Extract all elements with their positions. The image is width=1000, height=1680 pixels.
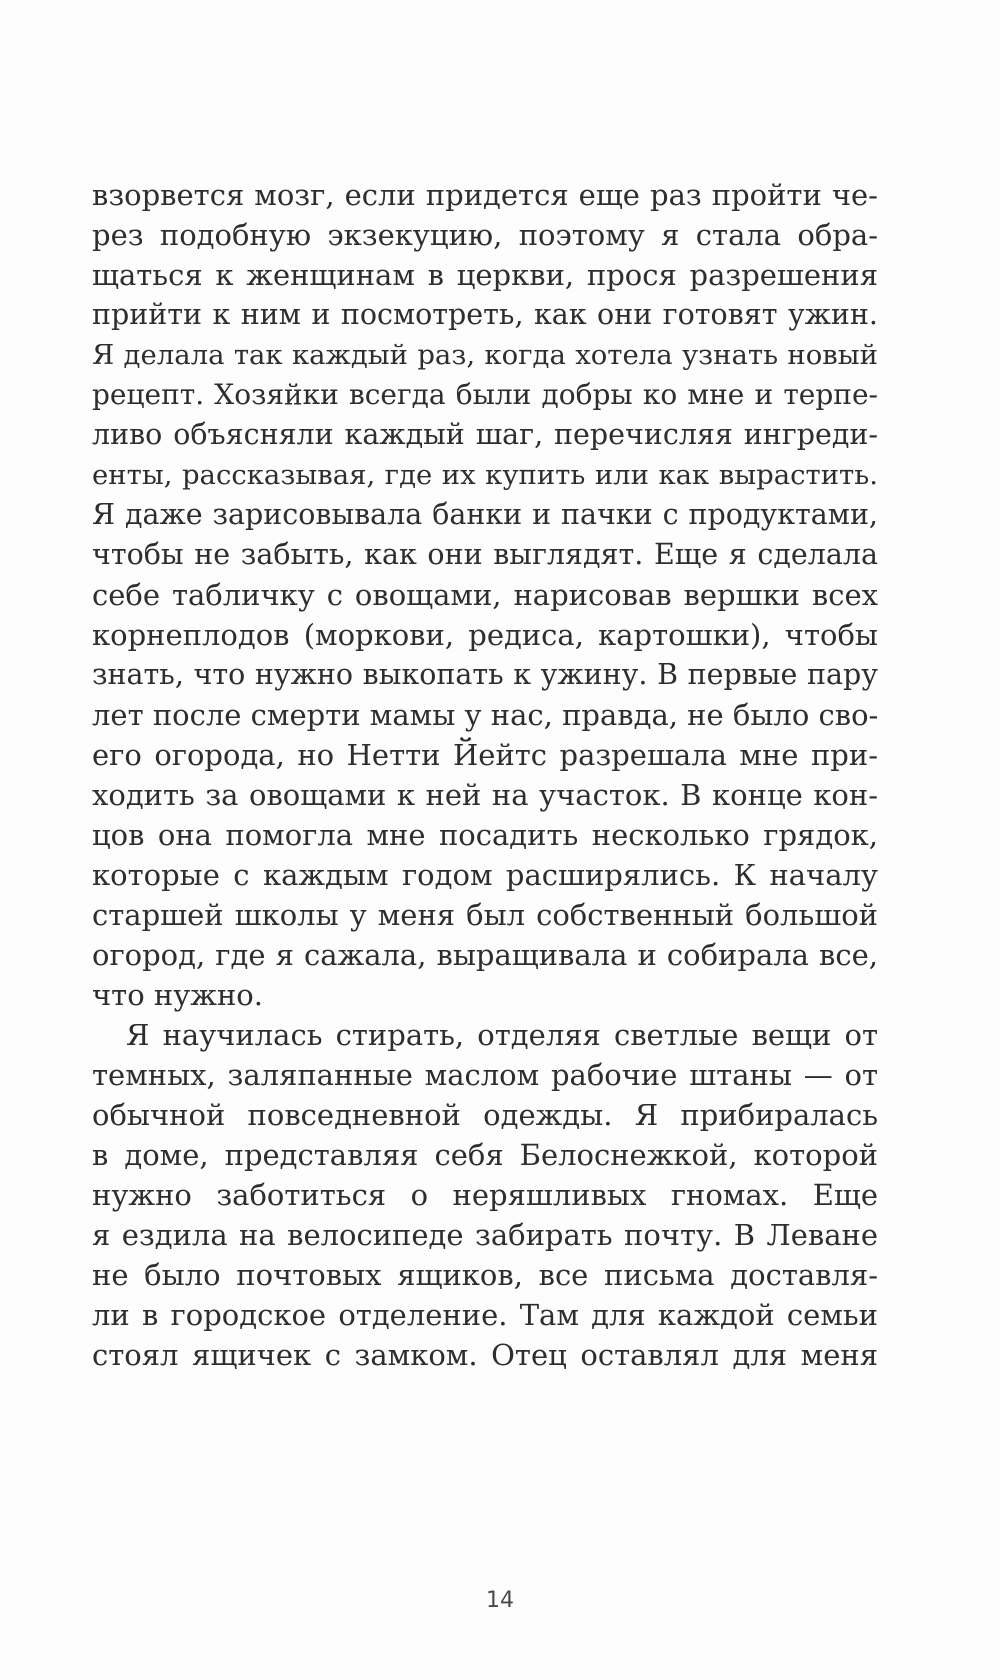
text-line: лет после смерти мамы у нас, правда, не было сво- xyxy=(92,698,879,732)
body-text xyxy=(92,175,878,1375)
text-line: Я научилась стирать, отделяя светлые вещи от xyxy=(126,1018,878,1052)
text-line: знать, что нужно выкопать к ужину. В первые пару xyxy=(92,658,878,691)
text-line: чтобы не забыть, как они выглядят. Еще я сделала xyxy=(92,538,878,571)
text-line: в доме, представляя себя Белоснежкой, которой xyxy=(92,1138,878,1172)
text-line: старшей школы у меня был собственный большой xyxy=(92,898,878,932)
text-line: темных, заляпанные маслом рабочие штаны — от xyxy=(92,1058,878,1092)
text-line: прийти к ним и посмотреть, как они готовят ужин. xyxy=(92,298,878,331)
page-number: 14 xyxy=(486,1588,514,1613)
text-line: себе табличку с овощами, нарисовав вершки всех xyxy=(92,578,878,612)
text-line: я ездила на велосипеде забирать почту. В Леване xyxy=(92,1218,878,1252)
text-line: нужно заботиться о неряшливых гномах. Еще xyxy=(92,1178,878,1212)
text-line: ливо объясняли каждый шаг, перечисляя ингреди- xyxy=(92,418,878,451)
text-line: рецепт. Хозяйки всегда были добры ко мне и терпе- xyxy=(92,378,878,411)
text-line: ходить за овощами к ней на участок. В конце кон- xyxy=(92,778,878,812)
text-line: Я даже зарисовывала банки и пачки с продуктами, xyxy=(92,498,878,531)
text-line: которые с каждым годом расширялись. К началу xyxy=(92,858,878,892)
text-line: взорвется мозг, если придется еще раз пройти че- xyxy=(92,178,878,212)
text-line: обычной повседневной одежды. Я прибиралась xyxy=(92,1098,878,1132)
text-line: енты, рассказывая, где их купить или как вырастить. xyxy=(92,459,878,491)
text-line: щаться к женщинам в церкви, прося разрешения xyxy=(92,258,878,292)
text-line: что нужно. xyxy=(92,978,263,1012)
text-line: цов она помогла мне посадить несколько грядок, xyxy=(92,818,878,852)
text-line: огород, где я сажала, выращивала и собирала все, xyxy=(92,938,878,972)
text-line: Я делала так каждый раз, когда хотела узнать новый xyxy=(92,339,878,371)
text-line: его огорода, но Нетти Йейтс разрешала мне при- xyxy=(92,738,878,772)
text-line: ли в городское отделение. Там для каждой семьи xyxy=(92,1298,878,1332)
text-line: стоял ящичек с замком. Отец оставлял для меня xyxy=(92,1338,878,1372)
text-line: корнеплодов (моркови, редиса, картошки), чтобы xyxy=(92,618,878,652)
text-line: не было почтовых ящиков, все письма доставля- xyxy=(92,1258,878,1292)
text-line: рез подобную экзекуцию, поэтому я стала обра- xyxy=(92,218,878,252)
